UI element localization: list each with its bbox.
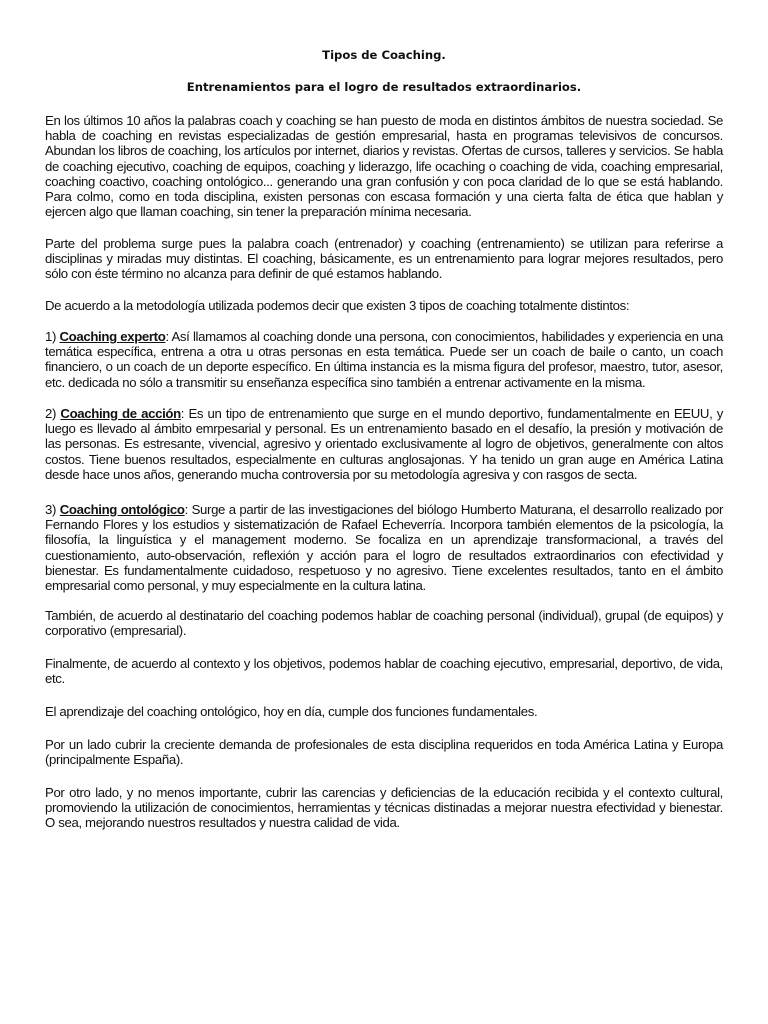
document-subtitle: Entrenamientos para el logro de resultados extraordinarios. — [186, 80, 582, 94]
coaching-type-expert — [45, 329, 723, 390]
type-number: 1) — [45, 329, 60, 344]
type-number: 3) — [45, 502, 60, 517]
coaching-type-ontological — [45, 502, 723, 593]
type-term: Coaching experto — [59, 329, 166, 344]
type-description: : Así llamamos al coaching donde una persona, con conocimientos, habilidades y experiencia en una temática específica, entrena a otra u otras personas en esta temática. Puede ser un coach de baile o canto, un coach financiero, o un coach de un deporte específico. En última instancia es la misma figura del profesor, maestro, tutor, asesor, etc. dedicada no sólo a transmitir su enseñanza específica sino también a entrenar activamente en la misma. — [45, 329, 724, 390]
type-description: : Es un tipo de entrenamiento que surge en el mundo deportivo, fundamentalmente en EEUU, y luego es llevado al ámbito emrpesarial y personal. Es un entrenamiento basado en el desafío, la presión y motivación de las personas. Es estresante, vivencial, agresivo y orientado exclusivamente al logro de objetivos, generalmente con altos costos. Tiene buenos resultados, especialmente en culturas anglosajonas. Y ha tenido un gran auge en América Latina desde hace unos años, generando mucha controversia por su metodología agresiva y con rasgos de secta. — [45, 406, 723, 482]
problem-paragraph: Parte del problema surge pues la palabra coach (entrenador) y coaching (entrenamiento) se utilizan para referirse a disciplinas y miradas muy distintas. El coaching, básicamente, es un entrenamiento para lograr mejores resultados, pero sólo con éste término no alcanza para definir de qué estamos hablando. — [45, 236, 723, 282]
type-description: : Surge a partir de las investigaciones del biólogo Humberto Maturana, el desarrollo realizado por Fernando Flores y los estudios y sistematización de Rafael Echeverría. Incorpora también elementos de la psicología, la filosofía, la linguística y el management moderno. Se focaliza en un aprendizaje transformacional, a través del cuestionamiento, auto-observación, reflexión y acción para el logro de resultados extraordinarios con efectividad y bienestar. Es fundamentalmente cuidadoso, respetuoso y no agresivo. Tiene excelentes resultados, tanto en el ámbito empresarial como personal, y muy especialmente en la cultura latina. — [45, 502, 723, 594]
type-term: Coaching ontológico — [59, 502, 185, 517]
type-number: 2) — [45, 406, 61, 421]
coaching-type-action — [45, 406, 723, 482]
document-title: Tipos de Coaching. — [322, 48, 446, 62]
function-two-paragraph: Por otro lado, y no menos importante, cubrir las carencias y deficiencias de la educación recibida y el contexto cultural, promoviendo la utilización de conocimientos, herramientas y técnicas distinadas a mejorar nuestra efectividad y bienestar. O sea, mejorando nuestros resultados y nuestra calidad de vida. — [45, 785, 723, 831]
recipient-paragraph: También, de acuerdo al destinatario del coaching podemos hablar de coaching personal (individual), grupal (de equipos) y corporativo (empresarial). — [45, 608, 723, 639]
function-one-paragraph: Por un lado cubrir la creciente demanda de profesionales de esta disciplina requeridos en toda América Latina y Europa (principalmente España). — [45, 737, 723, 768]
functions-paragraph: El aprendizaje del coaching ontológico, hoy en día, cumple dos funciones fundamentales. — [45, 704, 538, 719]
context-paragraph: Finalmente, de acuerdo al contexto y los objetivos, podemos hablar de coaching ejecutivo, empresarial, deportivo, de vida, etc. — [45, 656, 723, 687]
intro-paragraph: En los últimos 10 años la palabras coach y coaching se han puesto de moda en distintos ámbitos de nuestra sociedad. Se habla de coaching en revistas especializadas de gestión empresarial, hasta en programas televisivos de concursos. Abundan los libros de coaching, los artículos por internet, diarios y revistas. Ofertas de cursos, talleres y servicios. Se habla de coaching ejecutivo, coaching de equipos, coaching y liderazgo, life ocaching o coaching de vida, coaching empresarial, coaching coactivo, coaching ontológico... generando una gran confusión y con poca claridad de lo que se está hablando. Para colmo, como en toda disciplina, existen personas con escasa formación y una cierta falta de ética que hablan y ejercen algo que llaman coaching, sin tener la preparación mínima necesaria. — [45, 113, 723, 220]
type-term: Coaching de acción — [60, 406, 181, 421]
methodology-paragraph: De acuerdo a la metodología utilizada podemos decir que existen 3 tipos de coaching totalmente distintos: — [45, 298, 630, 313]
